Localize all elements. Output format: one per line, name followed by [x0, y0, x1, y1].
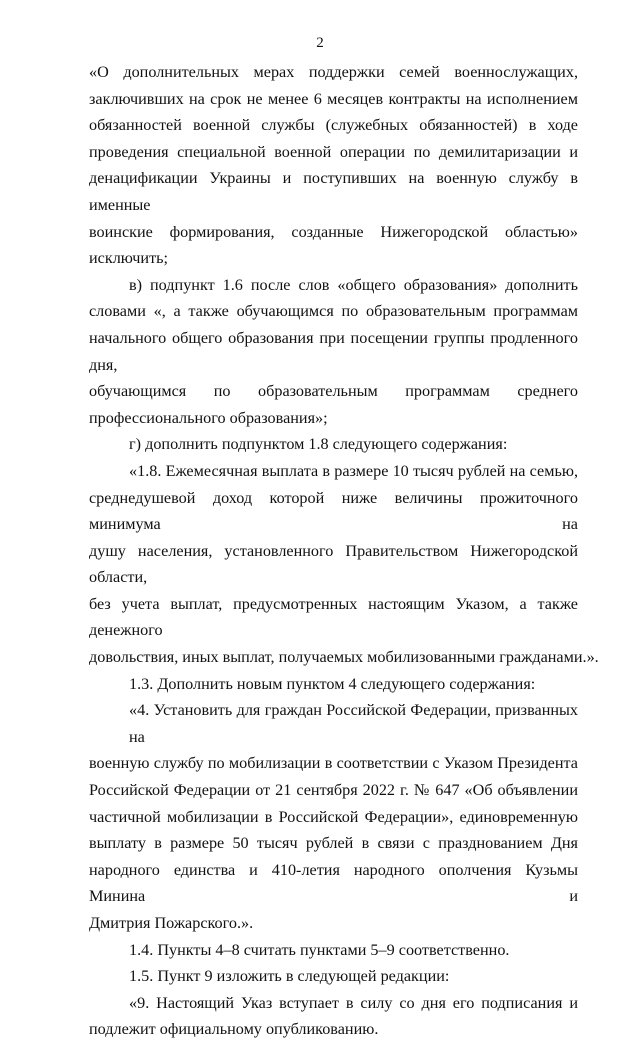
- text-line: начального общего образования при посещении группы продленного дня,: [89, 328, 578, 374]
- text-line: профессионального образования»;: [89, 408, 328, 427]
- text-line: народного единства и 410-летия народного ополчения Кузьмы Минина и: [89, 860, 578, 906]
- text-line: Дмитрия Пожарского.».: [89, 914, 254, 932]
- text-line: обязанностей военной службы (служебных обязанностей) в ходе: [89, 116, 578, 135]
- paragraph: [89, 431, 578, 458]
- text-line: в) подпункт 1.6 после слов «общего образования» дополнить: [129, 275, 578, 294]
- paragraph: [89, 272, 578, 432]
- text-line: заключивших на срок не менее 6 месяцев контракты на исполнением: [89, 89, 578, 108]
- text-line: «9. Настоящий Указ вступает в силу со дня его подписания и: [129, 993, 578, 1012]
- page-number: 2: [316, 35, 324, 51]
- text-line: среднедушевой доход которой ниже величины прожиточного минимума на: [89, 488, 578, 534]
- text-line: душу населения, установленного Правительством Нижегородской области,: [89, 541, 578, 587]
- text-line: воинские формирования, созданные Нижегородской областью»: [89, 222, 578, 241]
- text-line: выплату в размере 50 тысяч рублей в связи с празднованием Дня: [89, 834, 578, 853]
- text-line: денацификации Украины и поступивших на военную службу в именные: [89, 169, 578, 214]
- text-line: «О дополнительных мерах поддержки семей военнослужащих,: [89, 63, 578, 81]
- text-line: без учета выплат, предусмотренных настоящим Указом, а также денежного: [89, 594, 578, 640]
- text-line: «4. Установить для граждан Российской Федерации, призванных на: [129, 701, 578, 746]
- text-line: Российской Федерации от 21 сентября 2022 г. № 647 «Об объявлении: [89, 781, 578, 800]
- text-line: 1.5. Пункт 9 изложить в следующей редакции:: [129, 967, 450, 986]
- text-line: г) дополнить подпунктом 1.8 следующего содержания:: [129, 435, 508, 454]
- text-line: 1.4. Пункты 4–8 считать пунктами 5–9 соответственно.: [129, 940, 510, 959]
- paragraph: [89, 458, 599, 671]
- text-line: обучающимся по образовательным программам среднего: [89, 382, 578, 401]
- text-line: словами «, а также обучающимся по образовательным программам: [89, 302, 578, 321]
- paragraph: [89, 937, 578, 964]
- text-line: военную службу по мобилизации в соответствии с Указом Президента: [89, 754, 578, 773]
- text-line: частичной мобилизации в Российской Федерации», единовременную: [89, 807, 578, 826]
- document-body: [89, 59, 599, 1043]
- paragraph: [89, 671, 578, 698]
- text-line: проведения специальной военной операции по демилитаризации и: [89, 142, 578, 161]
- paragraph: [89, 59, 578, 272]
- text-line: 1.3. Дополнить новым пунктом 4 следующего содержания:: [129, 674, 536, 693]
- text-line: исключить;: [89, 249, 169, 268]
- paragraph: [89, 990, 578, 1043]
- text-line: довольствия, иных выплат, получаемых мобилизованными гражданами.».: [89, 648, 599, 667]
- text-line: подлежит официальному опубликованию.: [89, 1020, 379, 1039]
- paragraph: [89, 697, 578, 936]
- paragraph: [89, 963, 578, 990]
- text-line: «1.8. Ежемесячная выплата в размере 10 тысяч рублей на семью,: [129, 461, 578, 480]
